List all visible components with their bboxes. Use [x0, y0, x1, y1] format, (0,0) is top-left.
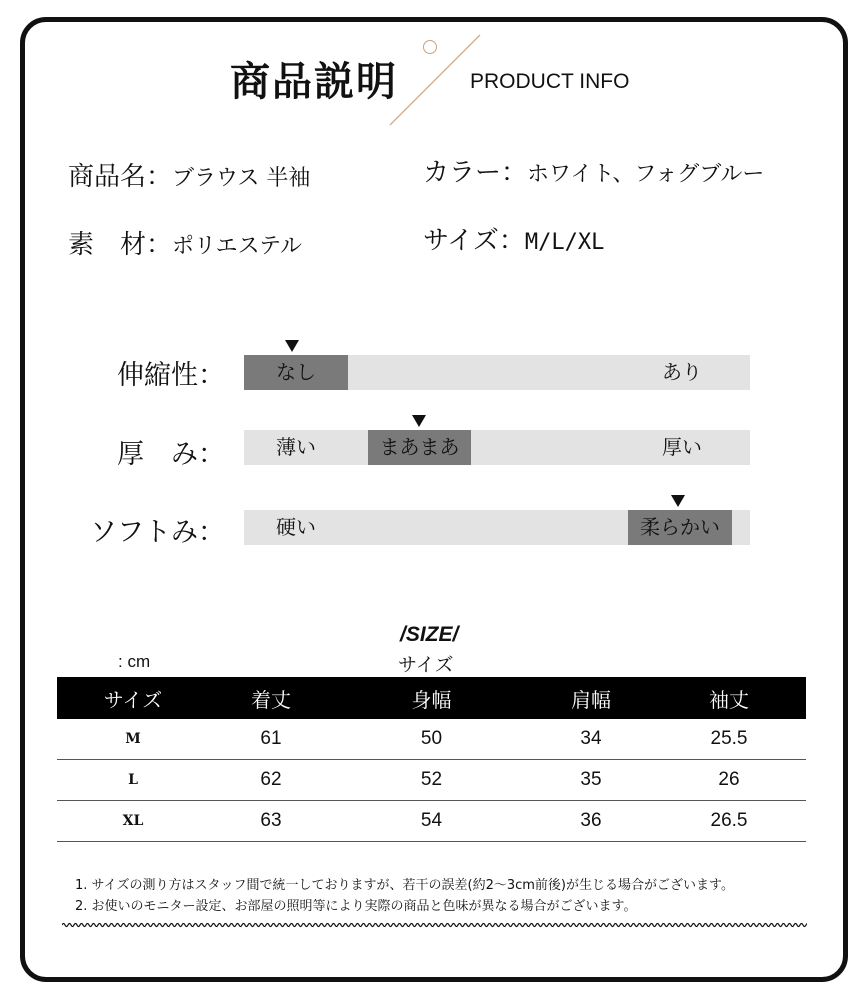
table-cell: 61 [209, 719, 333, 760]
table-cell: 54 [333, 801, 530, 842]
table-cell: M [57, 719, 209, 760]
table-cell: 25.5 [652, 719, 806, 760]
size-table [57, 677, 806, 842]
table-cell: 52 [333, 760, 530, 801]
table-cell: 35 [530, 760, 652, 801]
note-item: 2. お使いのモニター設定、お部屋の照明等により実際の商品と色味が異なる場合がございます。 [75, 899, 637, 914]
spec-size-value: M/L/XL [524, 230, 605, 255]
column-header: 肩幅 [530, 677, 652, 719]
scale-softness-label: ソフトみ： [90, 517, 225, 548]
spec-material-label: 素 材： [68, 230, 173, 260]
table-cell: 36 [530, 801, 652, 842]
table-row [57, 760, 806, 801]
spec-color-value: ホワイト、フォグブルー [527, 162, 765, 187]
scale-thickness-option-thin: 薄い [276, 435, 316, 459]
table-cell: 26 [652, 760, 806, 801]
spec-color [423, 152, 764, 189]
scale-stretch-option-none: なし [244, 355, 348, 390]
scale-softness-option-soft: 柔らかい [628, 510, 732, 545]
selected-arrow-icon [671, 495, 685, 507]
table-cell: 50 [333, 719, 530, 760]
column-header: 着丈 [209, 677, 333, 719]
notes [75, 875, 734, 917]
table-cell: XL [57, 801, 209, 842]
spec-material [68, 224, 302, 261]
scale-softness-bar [244, 510, 750, 545]
scale-stretch-bar [244, 355, 750, 390]
spec-color-label: カラー： [423, 158, 528, 188]
scale-softness-option-hard: 硬い [276, 515, 316, 539]
table-cell: 26.5 [652, 801, 806, 842]
wavy-divider [62, 921, 807, 929]
size-heading: /SIZE/ [400, 623, 459, 646]
column-header: サイズ [57, 677, 209, 719]
table-cell: 63 [209, 801, 333, 842]
table-row [57, 801, 806, 842]
spec-name-label: 商品名： [68, 162, 173, 192]
scale-stretch-option-yes: あり [662, 360, 702, 384]
scale-thickness-option-medium: まあまあ [368, 430, 471, 465]
selected-arrow-icon [285, 340, 299, 352]
table-cell: 62 [209, 760, 333, 801]
column-header: 袖丈 [652, 677, 806, 719]
spec-material-value: ポリエステル [172, 234, 303, 259]
column-header: 身幅 [333, 677, 530, 719]
page-subtitle: PRODUCT INFO [470, 70, 630, 93]
size-table-header [57, 677, 806, 719]
spec-size-label: サイズ： [423, 226, 525, 256]
scale-thickness-option-thick: 厚い [662, 435, 702, 459]
size-subheading: サイズ [398, 654, 454, 676]
table-cell: 34 [530, 719, 652, 760]
table-row [57, 719, 806, 760]
table-cell: L [57, 760, 209, 801]
spec-name [68, 156, 310, 193]
page-title: 商品説明 [230, 59, 398, 105]
spec-size [423, 220, 604, 257]
scale-stretch-label: 伸縮性： [117, 360, 225, 391]
scale-thickness-bar [244, 430, 750, 465]
selected-arrow-icon [412, 415, 426, 427]
note-item: 1. サイズの測り方はスタッフ間で統一しておりますが、若干の誤差(約2〜3cm前後)が生じる場合がございます。 [75, 878, 734, 893]
scale-thickness-label: 厚 み： [117, 439, 225, 470]
size-unit: : cm [118, 652, 151, 671]
spec-name-value: ブラウス 半袖 [172, 166, 311, 191]
